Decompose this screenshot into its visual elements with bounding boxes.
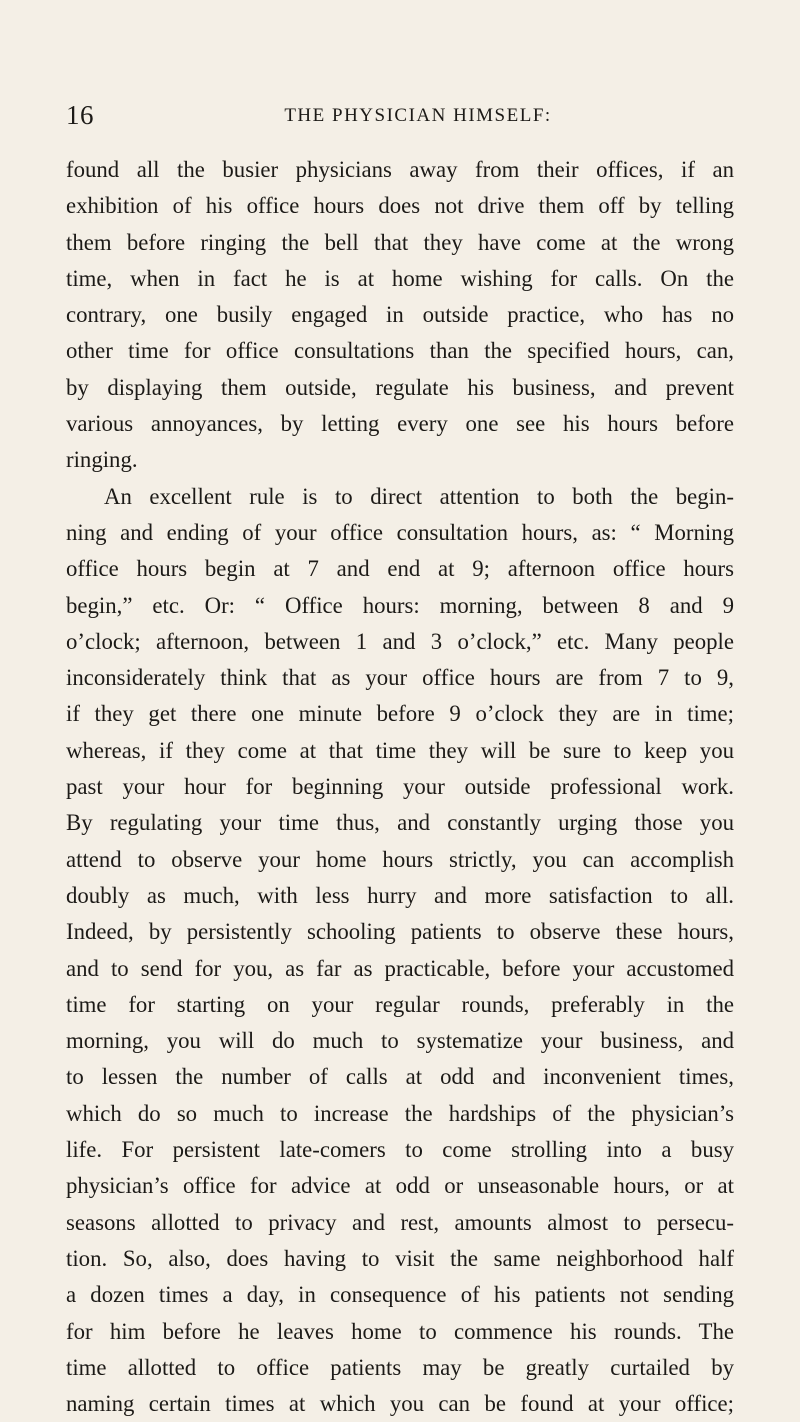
text-line: found all the busier physicians away from their offices, if an xyxy=(66,157,734,182)
text-line: by displaying them outside, regulate his business, and prevent xyxy=(66,374,734,400)
text-line: time for starting on your regular rounds, preferably in the xyxy=(66,991,734,1017)
text-line: other time for office consultations than the specified hours, can, xyxy=(66,338,734,364)
text-line: past your hour for beginning your outside professional work. xyxy=(66,774,734,800)
text-line: o’clock; afternoon, between 1 and 3 o’clock,” etc. Many people xyxy=(66,628,734,654)
text-line: exhibition of his office hours does not drive them off by telling xyxy=(66,193,734,219)
text-line: various annoyances, by letting every one see his hours before xyxy=(66,411,734,437)
text-line: seasons allotted to privacy and rest, amounts almost to persecu- xyxy=(66,1209,734,1235)
page-number: 16 xyxy=(66,100,94,130)
text-line: ning and ending of your office consultation hours, as: “ Morning xyxy=(66,519,734,545)
text-line: time, when in fact he is at home wishing for calls. On the xyxy=(66,265,734,291)
text-line: morning, you will do much to systematize your business, and xyxy=(66,1028,734,1054)
text-line: inconsiderately think that as your office hours are from 7 to 9, xyxy=(66,665,734,691)
text-line: tion. So, also, does having to visit the same neighborhood half xyxy=(66,1245,734,1271)
paragraph-start-line: An excellent rule is to direct attention to both the begin- xyxy=(104,483,734,509)
text-line: contrary, one busily engaged in outside practice, who has no xyxy=(66,302,734,328)
text-line: By regulating your time thus, and constantly urging those you xyxy=(66,810,734,836)
text-line: whereas, if they come at that time they will be sure to keep you xyxy=(66,737,734,763)
text-line: begin,” etc. Or: “ Office hours: morning, between 8 and 9 xyxy=(66,592,734,618)
text-line: office hours begin at 7 and end at 9; afternoon office hours xyxy=(66,556,734,582)
text-line: them before ringing the bell that they have come at the wrong xyxy=(66,229,734,255)
text-line: if they get there one minute before 9 o’clock they are in time; xyxy=(66,701,734,727)
page-header xyxy=(66,100,734,130)
text-line: and to send for you, as far as practicable, before your accustomed xyxy=(66,955,734,981)
text-line: time allotted to office patients may be greatly curtailed by xyxy=(66,1354,734,1380)
text-line: a dozen times a day, in consequence of his patients not sending xyxy=(66,1282,734,1308)
running-head: THE PHYSICIAN HIMSELF: xyxy=(284,105,552,126)
text-line: life. For persistent late-comers to come strolling into a busy xyxy=(66,1137,734,1163)
text-line: Indeed, by persistently schooling patients to observe these hours, xyxy=(66,919,734,945)
text-line: doubly as much, with less hurry and more satisfaction to all. xyxy=(66,882,734,908)
text-line: which do so much to increase the hardships of the physician’s xyxy=(66,1100,734,1126)
text-line: naming certain times at which you can be found at your office; xyxy=(66,1391,734,1417)
body-text xyxy=(66,152,734,1422)
text-line: ringing. xyxy=(66,447,138,473)
text-line: to lessen the number of calls at odd and inconvenient times, xyxy=(66,1064,734,1090)
text-line: for him before he leaves home to commence his rounds. The xyxy=(66,1318,734,1344)
text-line: physician’s office for advice at odd or unseasonable hours, or at xyxy=(66,1173,734,1199)
text-line: attend to observe your home hours strictly, you can accomplish xyxy=(66,846,734,872)
